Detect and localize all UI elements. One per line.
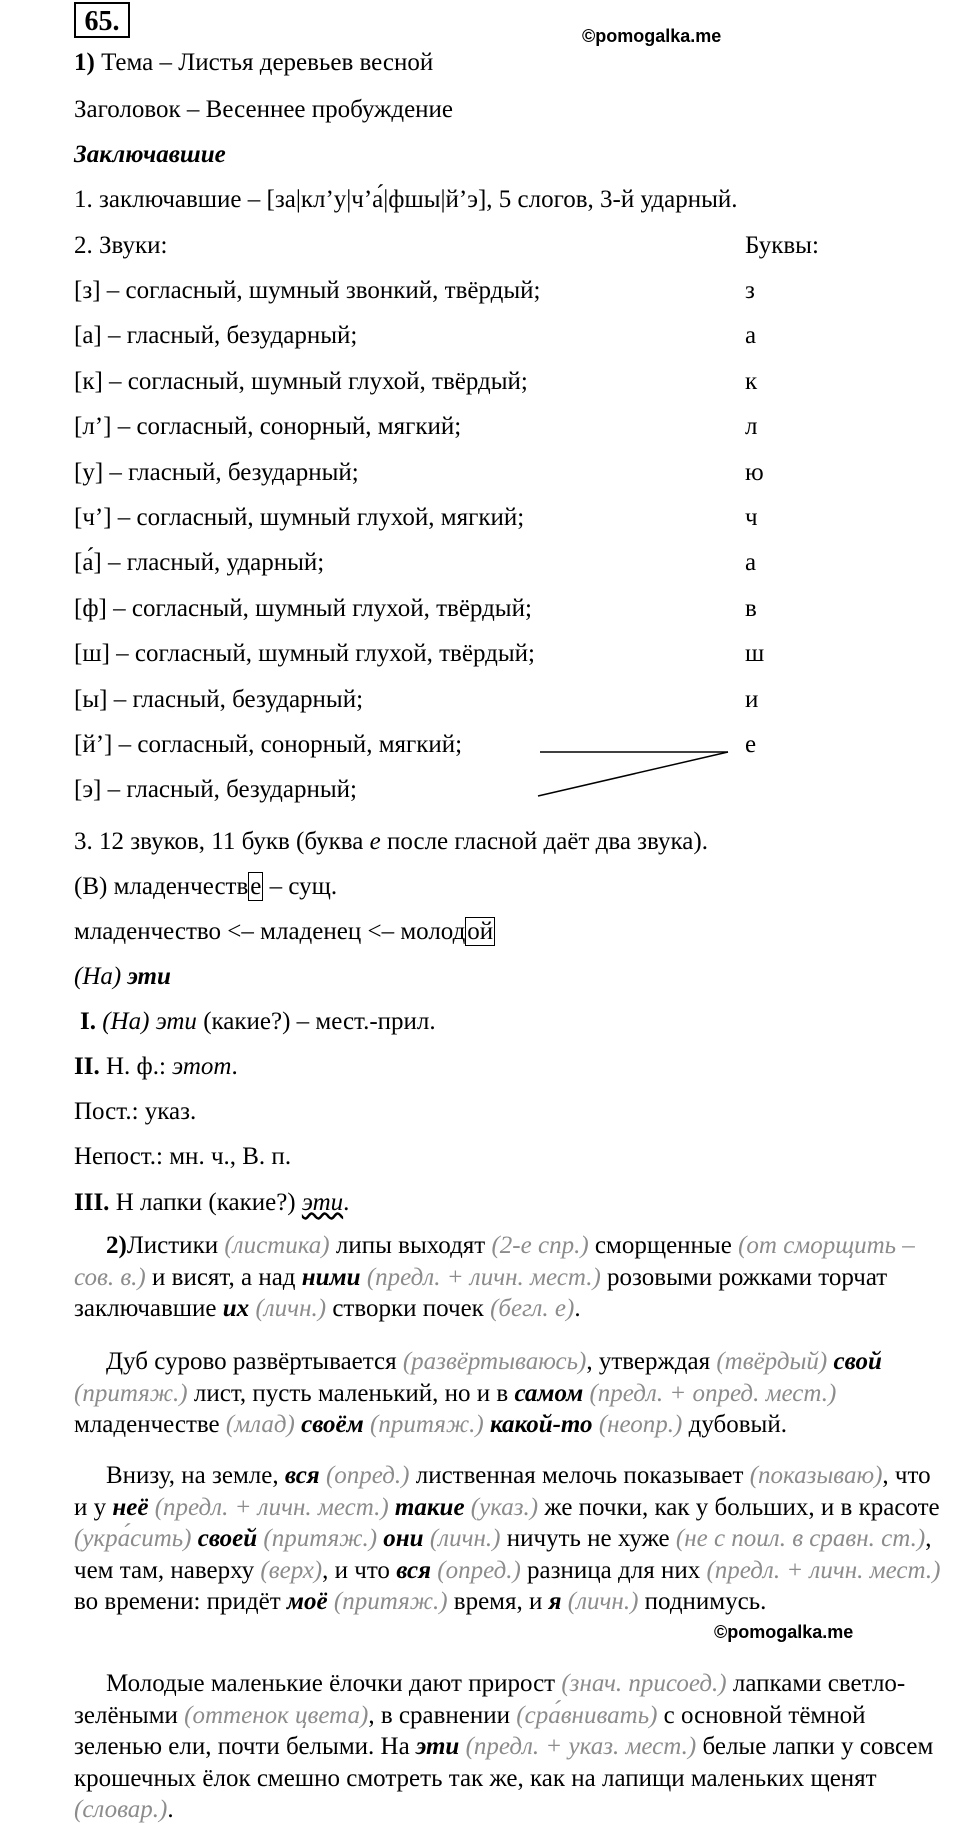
sound-row-12: [э] – гласный, безударный; bbox=[74, 776, 357, 804]
para3-segment: (не с поил. в сравн. ст.) bbox=[669, 1525, 926, 1553]
deriv-word-1: младенчество bbox=[74, 918, 222, 945]
para3-segment: (верх) bbox=[254, 1556, 323, 1584]
para3-segment: разница для них bbox=[520, 1556, 701, 1584]
para3-segment: , чем там, наверху bbox=[74, 1525, 932, 1584]
morph-line-2 bbox=[74, 1052, 238, 1082]
sound-row-1: [з] – согласный, шумный звонкий, твёрдый; bbox=[74, 277, 541, 304]
para2-segment: (притяж.) bbox=[74, 1379, 188, 1407]
para3-segment: (опред.) bbox=[431, 1556, 521, 1584]
para1-segment: (листика) bbox=[218, 1232, 330, 1259]
para1-segment: (личн.) bbox=[249, 1295, 327, 1323]
para1-segment: ними bbox=[295, 1263, 361, 1291]
para3-segment: (притяж.) bbox=[257, 1525, 378, 1553]
sound-row-6: [ч’] – согласный, шумный глухой, мягкий; bbox=[74, 504, 525, 531]
para3-segment: (предл. + личн. мест.) bbox=[700, 1556, 941, 1584]
para1-segment: (предл. + личн. мест.) bbox=[360, 1263, 601, 1291]
para3-segment: (опред.) bbox=[319, 1462, 410, 1489]
paragraph-4 bbox=[74, 1668, 946, 1826]
para3-segment: , и что bbox=[322, 1556, 397, 1584]
derivation-line bbox=[74, 917, 495, 947]
para1-segment: (2-е спр.) bbox=[485, 1232, 589, 1259]
para3-segment: Внизу, на земле, bbox=[106, 1462, 285, 1489]
deriv-word-2: младенец bbox=[260, 918, 362, 945]
paragraph-1 bbox=[74, 1230, 946, 1325]
letters-header: Буквы: bbox=[745, 232, 819, 259]
para3-segment: вся bbox=[284, 1462, 320, 1489]
eti-word: эти bbox=[127, 963, 171, 990]
letter-row-6: ч bbox=[745, 504, 758, 531]
letter-row-10: и bbox=[745, 685, 759, 713]
para1-segment: . bbox=[574, 1295, 581, 1323]
letter-row-3: к bbox=[745, 367, 758, 395]
para2-segment: (неопр.) bbox=[592, 1411, 683, 1439]
para2-segment: свой bbox=[827, 1348, 882, 1375]
letter-row-7: а bbox=[745, 549, 757, 577]
count-letter-e: е bbox=[369, 828, 381, 855]
sound-row-4: [л’] – согласный, сонорный, мягкий; bbox=[74, 413, 462, 441]
para4-segment: , в сравнении bbox=[368, 1701, 511, 1729]
para1-segment: сморщенные bbox=[588, 1232, 732, 1259]
sound-row-7: [а́] – гласный, ударный; bbox=[74, 549, 325, 577]
deriv-arrow-2: <– bbox=[361, 918, 401, 945]
para3-segment: (личн.) bbox=[423, 1525, 501, 1553]
para3-segment: (указ.) bbox=[464, 1493, 539, 1521]
deriv-word-3-root: молод bbox=[400, 918, 466, 945]
para4-segment: (знач. присоед.) bbox=[555, 1670, 727, 1697]
para3-segment: (укра́сить) bbox=[74, 1525, 192, 1553]
para3-segment: лиственная мелочь показывает bbox=[409, 1462, 744, 1489]
letter-row-9: ш bbox=[745, 640, 765, 668]
paragraph-2 bbox=[74, 1346, 946, 1441]
para3-segment: (личн.) bbox=[561, 1588, 639, 1616]
deriv-arrow-1: <– bbox=[221, 918, 261, 945]
morph-num-3: III. bbox=[74, 1189, 110, 1216]
count-text-b: после гласной даёт два звука). bbox=[380, 828, 708, 855]
morph-num-1: I. bbox=[80, 1008, 96, 1035]
para1-segment: липы выходят bbox=[329, 1232, 486, 1259]
para3-segment: во времени: придёт bbox=[74, 1588, 287, 1616]
v-suffix: – сущ. bbox=[263, 873, 338, 900]
para2-segment: (развёртываюсь) bbox=[396, 1348, 587, 1375]
transcription-line: 1. заключавшие – [за|кл’у|ч’а́|фшы|й’э], 5 слогов, 3-й ударный. bbox=[74, 186, 738, 213]
sound-row-8: [ф] – согласный, шумный глухой, твёрдый; bbox=[74, 594, 532, 622]
para1-segment: и висят, а над bbox=[145, 1263, 296, 1291]
para2-segment: младенчестве bbox=[74, 1411, 220, 1439]
para4-segment: лапками светло-зелёными bbox=[74, 1670, 906, 1729]
para2-segment: Дуб сурово развёртывается bbox=[106, 1348, 397, 1375]
para2-segment: , утверждая bbox=[586, 1348, 711, 1375]
morph-line-5 bbox=[74, 1188, 349, 1218]
word-heading: Заключавшие bbox=[74, 141, 226, 168]
para1-segment: Листики bbox=[126, 1232, 219, 1259]
sound-row-2: [а] – гласный, безударный; bbox=[74, 322, 358, 350]
para1-segment: створки почек bbox=[326, 1295, 484, 1323]
morph-line-1 bbox=[80, 1007, 436, 1037]
sound-row-11: [й’] – согласный, сонорный, мягкий; bbox=[74, 731, 463, 758]
para4-segment: . bbox=[167, 1796, 174, 1824]
morph-line-3: Пост.: указ. bbox=[74, 1098, 197, 1125]
para4-segment: (словар.) bbox=[74, 1796, 168, 1824]
v-stem: младенчеств bbox=[113, 873, 249, 900]
para2-segment: своём bbox=[294, 1411, 364, 1439]
count-text-a: 3. 12 звуков, 11 букв (буква bbox=[74, 828, 370, 855]
paragraph-4-text bbox=[74, 1670, 933, 1823]
sound-row-3: [к] – согласный, шумный глухой, твёрдый; bbox=[74, 367, 528, 395]
topic-line bbox=[74, 48, 433, 78]
para3-segment: же почки, как у больших, и в красоте bbox=[538, 1493, 940, 1521]
para3-segment: , что и у bbox=[74, 1462, 931, 1521]
para4-segment: с основной тёмной зеленью ели, почти белыми. На bbox=[74, 1701, 866, 1761]
watermark-bottom: ©pomogalka.me bbox=[714, 1622, 854, 1642]
para3-segment: время, и bbox=[447, 1588, 549, 1616]
letter-row-8: в bbox=[745, 594, 757, 622]
morph-line-4: Непост.: мн. ч., В. п. bbox=[74, 1143, 292, 1170]
para3-segment: (предл. + личн. мест.) bbox=[148, 1493, 389, 1521]
para3-segment: своей bbox=[191, 1525, 258, 1553]
morph-5-b: эти bbox=[301, 1189, 344, 1216]
paragraph-1-text bbox=[74, 1232, 915, 1322]
title-line: Заголовок – Весеннее пробуждение bbox=[74, 96, 454, 123]
task-2-label: 2) bbox=[106, 1232, 127, 1259]
para3-segment: моё bbox=[286, 1588, 328, 1616]
morph-5-c: . bbox=[343, 1189, 350, 1216]
morph-2-a: Н. ф.: bbox=[99, 1053, 173, 1080]
paragraph-3-text bbox=[74, 1462, 940, 1615]
letter-row-4: л bbox=[745, 413, 758, 441]
v-ending: е bbox=[250, 873, 262, 900]
v-line bbox=[74, 872, 337, 902]
para2-segment: какой-то bbox=[483, 1411, 593, 1439]
para2-segment: (притяж.) bbox=[363, 1411, 484, 1439]
watermark-top: ©pomogalka.me bbox=[582, 26, 722, 46]
eti-heading bbox=[74, 962, 171, 992]
sounds-header: 2. Звуки: bbox=[74, 232, 168, 259]
para4-segment: (оттенок цвета) bbox=[177, 1701, 369, 1729]
para4-segment: (предл. + указ. мест.) bbox=[459, 1733, 697, 1761]
eti-prefix: (На) bbox=[74, 963, 128, 990]
para3-segment: я bbox=[548, 1588, 562, 1616]
para3-segment: такие bbox=[388, 1493, 465, 1521]
para4-segment: эти bbox=[415, 1733, 460, 1761]
letter-row-5: ю bbox=[745, 458, 764, 486]
para3-segment: они bbox=[377, 1525, 424, 1553]
v-prefix: (В) bbox=[74, 873, 114, 900]
morph-5-a: Н лапки (какие?) bbox=[109, 1189, 302, 1216]
task-1-label: 1) bbox=[74, 49, 95, 76]
sound-row-9: [ш] – согласный, шумный глухой, твёрдый; bbox=[74, 640, 535, 668]
para2-segment: дубовый. bbox=[682, 1411, 787, 1439]
para3-segment: (притяж.) bbox=[327, 1588, 448, 1616]
para2-segment: лист, пусть маленький, но и в bbox=[187, 1379, 515, 1407]
para4-segment: белые лапки у совсем крошечных ёлок смешно смотреть так же, как на лапищи маленьких щенят bbox=[74, 1733, 934, 1792]
connector-line-lower bbox=[538, 752, 728, 796]
morph-1-rest: (какие?) – мест.-прил. bbox=[196, 1008, 436, 1035]
letter-row-11: е bbox=[745, 731, 757, 758]
para1-segment: их bbox=[222, 1295, 250, 1323]
sound-row-5: [у] – гласный, безударный; bbox=[74, 458, 359, 486]
topic-text: Тема – Листья деревьев весной bbox=[94, 49, 434, 76]
paragraph-3 bbox=[74, 1460, 946, 1618]
para3-segment: неё bbox=[112, 1493, 149, 1521]
para2-segment: (предл. + опред. мест.) bbox=[583, 1379, 837, 1407]
para3-segment: поднимусь. bbox=[638, 1588, 767, 1616]
para4-segment: Молодые маленькие ёлочки дают прирост bbox=[106, 1670, 556, 1697]
count-line bbox=[74, 827, 708, 857]
para1-segment: розовыми рожками торчат заключавшие bbox=[74, 1263, 888, 1323]
para3-segment: ничуть не хуже bbox=[500, 1525, 670, 1553]
morph-2-c: . bbox=[231, 1053, 238, 1080]
morph-na-eti: (На) эти bbox=[95, 1008, 197, 1035]
deriv-word-3-ending: ой bbox=[467, 918, 494, 945]
para1-segment: (бегл. е) bbox=[483, 1295, 575, 1323]
para3-segment: (показываю) bbox=[743, 1462, 883, 1489]
morph-num-2: II. bbox=[74, 1053, 100, 1080]
para2-segment: самом bbox=[514, 1379, 584, 1407]
morph-2-b: этот bbox=[172, 1053, 232, 1080]
letter-row-2: а bbox=[745, 322, 757, 350]
para1-segment: (от сморщить – сов. в.) bbox=[74, 1232, 915, 1291]
para3-segment: вся bbox=[396, 1556, 432, 1584]
para2-segment: (млад) bbox=[219, 1411, 295, 1439]
para4-segment: (сра́внивать) bbox=[510, 1701, 658, 1729]
para2-segment: (твёрдый) bbox=[710, 1348, 828, 1375]
sound-row-10: [ы] – гласный, безударный; bbox=[74, 685, 364, 713]
letter-row-1: з bbox=[745, 277, 755, 304]
exercise-number: 65. bbox=[74, 2, 130, 38]
paragraph-2-text bbox=[74, 1348, 882, 1438]
